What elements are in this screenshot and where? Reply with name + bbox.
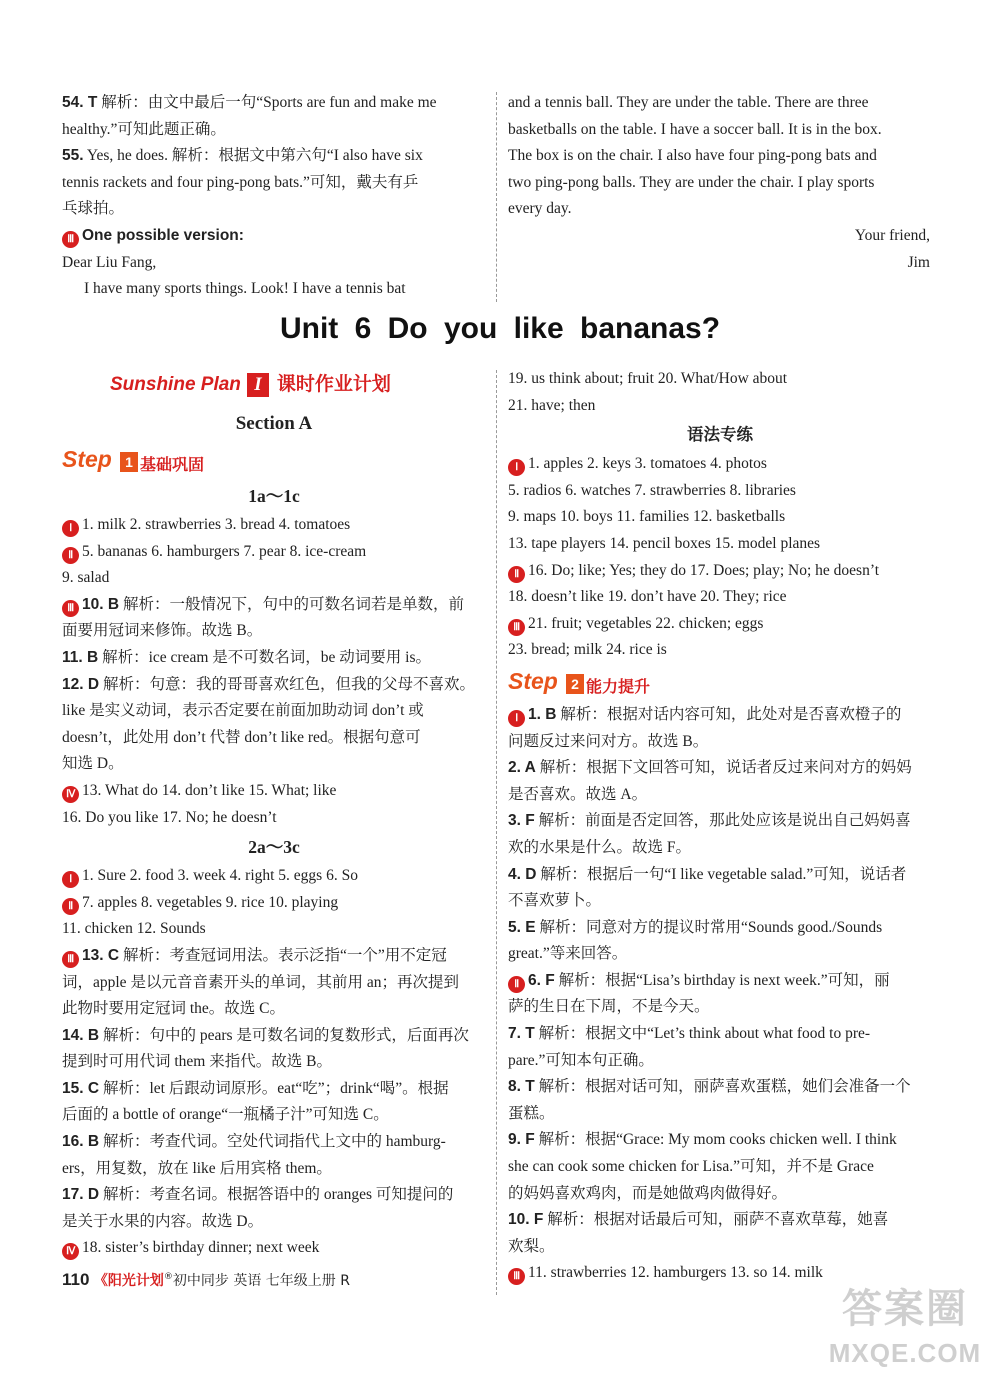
answer-line	[62, 592, 486, 619]
closing-line-1: Your friend,	[854, 226, 930, 244]
line-text: Dear Liu Fang,	[62, 253, 157, 271]
line-text: 16. Do; like; Yes; they do 17. Does; play; No; he doesn’t	[528, 561, 880, 579]
answer-line	[62, 863, 486, 890]
answer-line	[508, 941, 932, 968]
answer-line	[62, 725, 486, 752]
line-text: 5. bananas 6. hamburgers 7. pear 8. ice-cream	[82, 542, 367, 560]
line-text: 欢梨。	[508, 1237, 555, 1255]
question-number: 15. C	[62, 1079, 100, 1097]
step1-number: 1	[120, 452, 138, 472]
line-text: tennis rackets and four ping-pong bats.”可知，戴夫有乒	[62, 173, 419, 191]
answer-line	[508, 1127, 932, 1154]
answer-line	[62, 1235, 486, 1262]
top-right-column	[508, 90, 932, 276]
answer-line	[62, 1023, 486, 1050]
answer-line	[508, 1207, 932, 1234]
section-heading: Section A	[235, 413, 313, 434]
question-number: 6. F	[528, 971, 555, 989]
question-number: 1. B	[528, 705, 557, 723]
line-text: 7. apples 8. vegetables 9. rice 10. playing	[82, 893, 339, 911]
question-number: 10. B	[82, 595, 120, 613]
step2-title: 能力提升	[586, 676, 651, 696]
line-text: 欢的水果是什么。故选 F。	[508, 838, 691, 856]
sunshine-plan-banner	[62, 366, 486, 406]
line-text: 是关于水果的内容。故选 D。	[62, 1212, 264, 1230]
line-text: 解析：根据后一句“I like vegetable salad.”可知，说话者	[536, 865, 907, 883]
answer-line	[62, 196, 486, 223]
roman-numeral-badge: Ⅰ	[62, 520, 79, 537]
line-text: 1. apples 2. keys 3. tomatoes 4. photos	[528, 455, 767, 473]
line-text: 解析：根据“Lisa’s birthday is next week.”可知，丽	[554, 971, 890, 989]
letter-line: The box is on the chair. I also have four ping-pong bats and	[508, 147, 877, 165]
line-text: 解析：根据对话内容可知，此处对是否喜欢橙子的	[556, 705, 902, 723]
question-number: 9. F	[508, 1131, 535, 1149]
answer-line	[508, 584, 932, 611]
line-text: 11. chicken 12. Sounds	[62, 920, 206, 938]
line-text: 13. What do 14. don’t like 15. What; like	[82, 781, 337, 799]
roman-numeral-badge: Ⅱ	[62, 547, 79, 564]
line-text: I have many sports things. Look! I have a tennis bat	[84, 280, 406, 298]
line-text: ers，用复数，放在 like 后用宾格 them。	[62, 1159, 332, 1177]
roman-numeral-badge: Ⅱ	[508, 976, 525, 993]
line-text: 解析：根据文中“Let’s think about what food to pre-	[534, 1025, 871, 1043]
column-divider-top	[496, 92, 497, 302]
answer-line	[508, 915, 932, 942]
registered-mark: ®	[163, 1272, 173, 1282]
answer-line	[508, 478, 932, 505]
answer-line	[62, 618, 486, 645]
line-text: 的妈妈喜欢鸡肉，而是她做鸡肉做得好。	[508, 1184, 788, 1202]
letter-line: every day.	[508, 200, 572, 218]
answer-line	[508, 755, 932, 782]
line-text: 解析：句中的 pears 是可数名词的复数形式，后面再次	[99, 1026, 469, 1044]
line-text: One possible version:	[82, 226, 244, 244]
line-text: 是否喜欢。故选 A。	[508, 785, 648, 803]
roman-numeral-badge: Ⅲ	[508, 619, 525, 636]
step2-number: 2	[566, 674, 584, 694]
line-text: 解析：考查代词。空处代词指代上文中的 hamburg-	[99, 1133, 446, 1151]
answer-line	[62, 276, 486, 303]
line-text: 解析：根据对话最后可知，丽萨不喜欢草莓，她喜	[543, 1211, 889, 1229]
chevron-icon: 《	[93, 1273, 108, 1289]
answer-line	[508, 1101, 932, 1128]
bottom-right-column	[508, 366, 932, 1287]
line-text: 23. bread; milk 24. rice is	[508, 641, 667, 659]
line-text: 解析：根据“Grace: My mom cooks chicken well. I think	[534, 1131, 897, 1149]
answer-line	[62, 170, 486, 197]
answer-line	[62, 250, 486, 277]
answer-line	[62, 778, 486, 805]
answer-line	[508, 611, 932, 638]
line-text: 解析：根据下文回答可知，说话者反过来问对方的妈妈	[535, 759, 912, 777]
line-text: 解析：考查冠词用法。表示泛指“一个”用不定冠	[119, 946, 447, 964]
line-text: 解析：由文中最后一句“Sports are fun and make me	[97, 94, 437, 111]
line-text: 解析：同意对方的提议时常用“Sounds good./Sounds	[535, 918, 883, 936]
roman-numeral-badge: Ⅳ	[62, 1243, 79, 1260]
roman-numeral-badge: Ⅲ	[62, 231, 79, 248]
line-text: 11. strawberries 12. hamburgers 13. so 14. milk	[528, 1264, 823, 1282]
line-text: 面要用冠词来修饰。故选 B。	[62, 622, 263, 640]
book-info: 初中同步 英语 七年级上册 R	[172, 1273, 350, 1289]
answer-line	[508, 1234, 932, 1261]
answer-line	[508, 637, 932, 664]
bottom-left-column	[62, 366, 486, 1262]
line-text: 词，apple 是以元音音素开头的单词，其前用 an；再次提到	[62, 973, 459, 991]
question-number: 11. B	[62, 648, 99, 666]
answer-line	[62, 1076, 486, 1103]
line-text: pare.”可知本句正确。	[508, 1051, 654, 1069]
answer-line: 21. have; then	[508, 396, 596, 414]
answer-line	[62, 1129, 486, 1156]
line-text: 9. maps 10. boys 11. families 12. basketballs	[508, 508, 786, 526]
question-number: 14. B	[62, 1026, 100, 1044]
answer-line	[62, 90, 486, 117]
page-footer	[62, 1270, 562, 1290]
question-number: 8. T	[508, 1078, 535, 1096]
top-left-column	[62, 90, 486, 303]
step2-banner	[508, 664, 932, 702]
watermark-site: MXQE.COM	[828, 1338, 982, 1368]
line-text: 16. Do you like 17. No; he doesn’t	[62, 808, 277, 826]
answer-line	[62, 1049, 486, 1076]
question-number: 54. T	[62, 94, 98, 111]
roman-numeral-badge: Ⅲ	[62, 951, 79, 968]
question-number: 10. F	[508, 1211, 544, 1229]
answer-line	[62, 996, 486, 1023]
line-text: 不喜欢萝卜。	[508, 892, 602, 910]
answer-line	[62, 539, 486, 566]
sub-heading-2a: 2a～3c	[248, 837, 300, 858]
answer-line	[62, 916, 486, 943]
answer-line	[62, 645, 486, 672]
line-text: Yes, he does. 解析：根据文中第六句“I also have six	[83, 147, 423, 165]
roman-numeral-badge: Ⅲ	[508, 1268, 525, 1285]
answer-line	[508, 1048, 932, 1075]
question-number: 7. T	[508, 1025, 535, 1043]
sunshine-plan-en: Sunshine Plan	[110, 374, 241, 395]
question-number: 13. C	[82, 946, 120, 964]
line-text: 21. fruit; vegetables 22. chicken; eggs	[528, 614, 764, 632]
answer-line: 19. us think about; fruit 20. What/How about	[508, 370, 788, 387]
question-number: 17. D	[62, 1186, 100, 1204]
answer-line	[62, 1209, 486, 1236]
grammar-heading: 语法专练	[687, 425, 753, 445]
line-text: 解析：根据对话可知，丽萨喜欢蛋糕，她们会准备一个	[534, 1078, 911, 1096]
answer-line	[508, 968, 932, 995]
watermark-logo: 答案圈	[842, 1287, 968, 1331]
answer-line	[62, 805, 486, 832]
answer-line	[62, 890, 486, 917]
sub-heading-1a: 1a～1c	[248, 486, 300, 506]
answer-line	[508, 1074, 932, 1101]
answer-line	[62, 970, 486, 997]
line-text: 后面的 a bottle of orange“一瓶橘子汁”可知选 C。	[62, 1106, 389, 1124]
answer-line	[508, 862, 932, 889]
question-number: 3. F	[508, 812, 535, 830]
line-text: 1. milk 2. strawberries 3. bread 4. tomatoes	[82, 516, 351, 533]
line-text: 解析：前面是否定回答，那此处应该是说出自己妈妈喜	[534, 812, 911, 830]
column-divider-bottom	[496, 370, 497, 1295]
line-text: 蛋糕。	[508, 1104, 555, 1122]
answer-line	[62, 751, 486, 778]
line-text: 5. radios 6. watches 7. strawberries 8. libraries	[508, 481, 796, 499]
answer-line	[62, 1102, 486, 1129]
line-text: 解析：考查名词。根据答语中的 oranges 可知提问的	[99, 1186, 454, 1204]
line-text: 乓球拍。	[62, 200, 125, 218]
line-text: 提到时可用代词 them 来指代。故选 B。	[62, 1053, 332, 1071]
answer-line	[62, 672, 486, 699]
line-text: healthy.”可知此题正确。	[62, 120, 226, 138]
step1-banner	[62, 442, 486, 480]
line-text: 9. salad	[62, 569, 110, 587]
answer-line	[508, 1154, 932, 1181]
line-text: 知选 D。	[62, 755, 124, 773]
sunshine-plan-cn: 课时作业计划	[276, 374, 391, 395]
answer-line	[62, 698, 486, 725]
roman-numeral-badge: Ⅰ	[508, 459, 525, 476]
answer-line	[508, 451, 932, 478]
answer-line	[508, 702, 932, 729]
line-text: she can cook some chicken for Lisa.”可知，并不是 Grace	[508, 1158, 874, 1176]
roman-numeral-badge: Ⅰ	[62, 871, 79, 888]
answer-line	[62, 565, 486, 592]
line-text: 解析：let 后跟动词原形。eat“吃”；drink“喝”。根据	[99, 1079, 449, 1097]
answer-line	[62, 1182, 486, 1209]
line-text: 13. tape players 14. pencil boxes 15. model planes	[508, 534, 821, 552]
brand-name: 阳光计划	[107, 1273, 164, 1289]
answer-line	[508, 1181, 932, 1208]
question-number: 12. D	[62, 675, 100, 693]
answer-line	[62, 512, 486, 539]
line-text: 1. Sure 2. food 3. week 4. right 5. eggs 6. So	[82, 867, 358, 885]
answer-line	[508, 835, 932, 862]
line-text: 解析：句意：我的哥哥喜欢红色，但我的父母不喜欢。	[99, 675, 475, 693]
roman-numeral-badge: Ⅲ	[62, 600, 79, 617]
sunshine-plan-badge: I	[247, 373, 269, 397]
letter-line: and a tennis ball. They are under the table. There are three	[508, 94, 869, 111]
answer-line	[62, 1156, 486, 1183]
step1-word: Step	[62, 446, 112, 472]
answer-line	[62, 223, 486, 250]
line-text: 解析：ice cream 是不可数名词，be 动词要用 is。	[98, 648, 431, 666]
question-number: 4. D	[508, 865, 537, 883]
line-text: like 是实义动词，表示否定要在前面加助动词 don’t 或	[62, 702, 424, 720]
roman-numeral-badge: Ⅰ	[508, 710, 525, 727]
answer-line	[62, 943, 486, 970]
line-text: 18. doesn’t like 19. don’t have 20. They; rice	[508, 588, 787, 606]
question-number: 2. A	[508, 759, 536, 777]
question-number: 5. E	[508, 918, 536, 936]
line-text: 此物时要用定冠词 the。故选 C。	[62, 1000, 286, 1018]
answer-line	[508, 808, 932, 835]
answer-line	[508, 994, 932, 1021]
answer-line	[62, 117, 486, 144]
answer-line	[508, 1021, 932, 1048]
line-text: 解析：一般情况下，句中的可数名词若是单数，前	[119, 595, 464, 613]
letter-line: basketballs on the table. I have a soccer ball. It is in the box.	[508, 120, 882, 138]
roman-numeral-badge: Ⅳ	[62, 786, 79, 803]
answer-line	[62, 143, 486, 170]
roman-numeral-badge: Ⅱ	[62, 898, 79, 915]
question-number: 16. B	[62, 1133, 100, 1151]
answer-line	[508, 888, 932, 915]
answer-line	[508, 729, 932, 756]
step2-word: Step	[508, 667, 558, 694]
page-number: 110	[62, 1270, 90, 1289]
line-text: great.”等来回答。	[508, 945, 628, 963]
line-text: 18. sister’s birthday dinner; next week	[82, 1239, 320, 1257]
closing-line-2: Jim	[907, 253, 930, 271]
answer-line	[508, 558, 932, 585]
roman-numeral-badge: Ⅱ	[508, 566, 525, 583]
watermark	[820, 1282, 990, 1382]
question-number: 55.	[62, 147, 84, 165]
line-text: doesn’t，此处用 don’t 代替 don’t like red。根据句意可	[62, 728, 421, 746]
answer-line	[508, 531, 932, 558]
answer-line	[508, 504, 932, 531]
step1-title: 基础巩固	[140, 455, 205, 474]
line-text: 问题反过来问对方。故选 B。	[508, 732, 709, 750]
letter-line: two ping-pong balls. They are under the chair. I play sports	[508, 173, 875, 191]
unit-title: Unit 6 Do you like bananas?	[279, 312, 721, 345]
answer-line	[508, 782, 932, 809]
line-text: 萨的生日在下周，不是今天。	[508, 998, 710, 1016]
